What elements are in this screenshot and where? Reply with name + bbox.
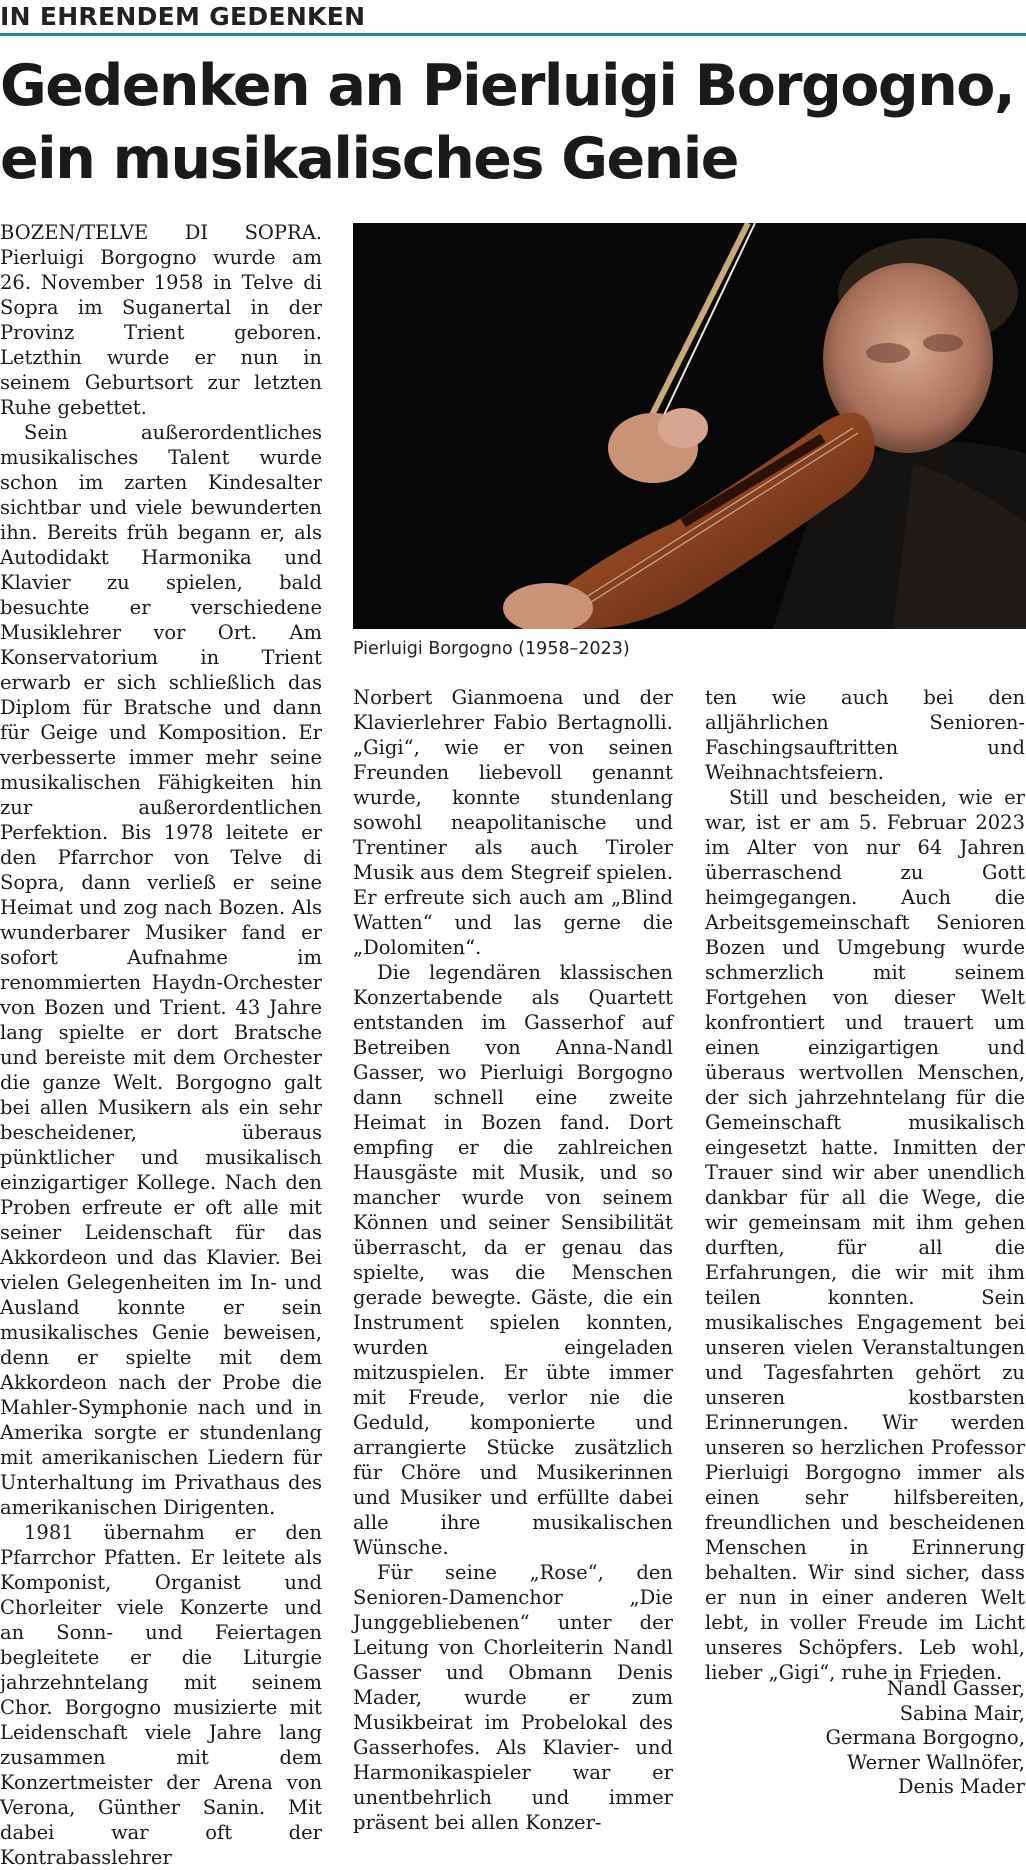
- photo-caption: Pierluigi Borgogno (1958–2023): [353, 639, 630, 659]
- signature-name: Germana Borgogno,: [825, 1726, 1025, 1749]
- article-headline: [0, 50, 1020, 196]
- signature-name: Nandl Gasser,: [886, 1677, 1025, 1700]
- paragraph: BOZEN/TELVE DI SOPRA. Pierluigi Borgogno wurde am 26. November 1958 in Telve di Sopra im Suganertal in der Provinz Trient geboren. Letzthin wurde er nun in seinem Geburtsort zur letzten Ruhe gebettet.: [0, 221, 322, 419]
- signature-name: Sabina Mair,: [899, 1701, 1025, 1725]
- section-rule: [0, 33, 1026, 36]
- paragraph: Die legendären klassischen Konzertabende als Quartett entstanden im Gasserhof auf Betreiben von Anna-Nandl Gasser, wo Pierluigi Borgogno dann schnell eine zweite Heimat in Bozen fand. Dort empfing er die zahlreichen Hausgäste mit Musik, und so mancher wurde von seinem Können und seiner Sensibilität überrascht, da er genau das spielte, was die Menschen gerade bewegte. Gäste, die ein Instrument spielen konnten, wurden eingeladen mitzuspielen. Er übte immer mit Freude, verlor nie die Geduld, komponierte und arrangierte Stücke zusätzlich für Chöre und Musikerinnen und Musiker und erfüllte dabei alle ihre musikalischen Wünsche.: [353, 961, 673, 1559]
- headline-line-1: Gedenken an Pierluigi Borgogno,: [0, 53, 1015, 119]
- section-kicker: IN EHRENDEM GEDENKEN: [0, 2, 366, 31]
- article-column-3: [705, 685, 1025, 1685]
- article-column-2: [353, 685, 673, 1835]
- author-signature: [705, 1677, 1025, 1800]
- signature-name: Denis Mader: [897, 1775, 1025, 1798]
- article-photo: [353, 223, 1026, 629]
- paragraph: Still und bescheiden, wie er war, ist er am 5. Februar 2023 im Alter von nur 64 Jahren überraschend zu Gott heimgegangen. Auch die Arbeitsgemeinschaft Senioren Bozen und Umgebung wurde schmerzlich mit seinem Fortgehen von dieser Welt konfrontiert und trauert um einen einzigartigen und überaus wertvollen Menschen, der sich jahrzehntelang für die Gemeinschaft musikalisch eingesetzt hatte. Inmitten der Trauer sind wir aber unendlich dankbar für all die Wege, die wir gemeinsam mit ihm gehen durften, für all die Erfahrungen, die wir mit ihm teilen konnten. Sein musikalisches Engagement bei unseren vielen Veranstaltungen und Tagesfahrten gehört zu unseren kostbarsten Erinnerungen. Wir werden unseren so herzlichen Professor Pierluigi Borgogno immer als einen sehr hilfsbereiten, freundlichen und bescheidenen Menschen in Erinnerung behalten. Wir sind sicher, dass er nun in einer anderen Welt lebt, in voller Freude im Licht unseres Schöpfers. Leb wohl, lieber „Gigi“, ruhe in Frieden.: [705, 786, 1025, 1684]
- paragraph: 1981 übernahm er den Pfarrchor Pfatten. Er leitete als Komponist, Organist und Chorleiter viele Konzerte und an Sonn- und Feiertagen begleitete er die Liturgie jahrzehntelang mit seinem Chor. Borgogno musizierte mit Leidenschaft viele Jahre lang zusammen mit dem Konzertmeister der Arena von Verona, Günther Sanin. Mit dabei war oft der Kontrabasslehrer: [0, 1521, 322, 1869]
- paragraph: Sein außerordentliches musikalisches Talent wurde schon im zarten Kindesalter sichtbar und viele bewunderten ihn. Bereits früh begann er, als Autodidakt Harmonika und Klavier zu spielen, bald besuchte er verschiedene Musiklehrer vor Ort. Am Konservatorium in Trient erwarb er sich schließlich das Diplom für Bratsche und dann für Geige und Komposition. Er verbesserte immer mehr seine musikalischen Fähigkeiten hin zur außerordentlichen Perfektion. Bis 1978 leitete er den Pfarrchor von Telve di Sopra, dann verließ er seine Heimat und zog nach Bozen. Als wunderbarer Musiker fand er sofort Aufnahme im renommierten Haydn-Orchester von Bozen und Trient. 43 Jahre lang spielte er dort Bratsche und bereiste mit dem Orchester die ganze Welt. Borgogno galt bei allen Musikern als ein sehr bescheidener, überaus pünktlicher und musikalisch einzigartiger Kollege. Nach den Proben erfreute er oft alle mit seiner Leidenschaft für das Akkordeon und das Klavier. Bei vielen Gelegenheiten im In- und Ausland konnte er sein musikalisches Genie beweisen, denn er spielte mit dem Akkordeon nach der Probe die Mahler-Symphonie nach und in Amerika sorgte er stundenlang mit amerikanischen Liedern für Unterhaltung im Privathaus des amerikanischen Dirigenten.: [0, 421, 322, 1519]
- signature-name: Werner Wallnöfer,: [847, 1750, 1025, 1774]
- headline-line-2: ein musikalisches Genie: [0, 126, 738, 192]
- paragraph: ten wie auch bei den alljährlichen Senioren-Faschingsauftritten und Weihnachtsfeiern.: [705, 686, 1025, 784]
- paragraph: Für seine „Rose“, den Senioren-Damenchor „Die Junggebliebenen“ unter der Leitung von Chorleiterin Nandl Gasser und Obmann Denis Mader, wurde er zum Musikbeirat im Probelokal des Gasserhofes. Als Klavier- und Harmonikaspieler war er unentbehrlich und immer präsent bei allen Konzer-: [353, 1561, 673, 1834]
- paragraph: Norbert Gianmoena und der Klavierlehrer Fabio Bertagnolli. „Gigi“, wie er von seinen Freunden liebevoll genannt wurde, konnte stundenlang sowohl neapolitanische und Trentiner als auch Tiroler Musik aus dem Stegreif spielen. Er erfreute sich auch am „Blind Watten“ und las gerne die „Dolomiten“.: [353, 686, 673, 959]
- violinist-photo-illustration: [353, 223, 1026, 629]
- article-column-1: [0, 220, 322, 1870]
